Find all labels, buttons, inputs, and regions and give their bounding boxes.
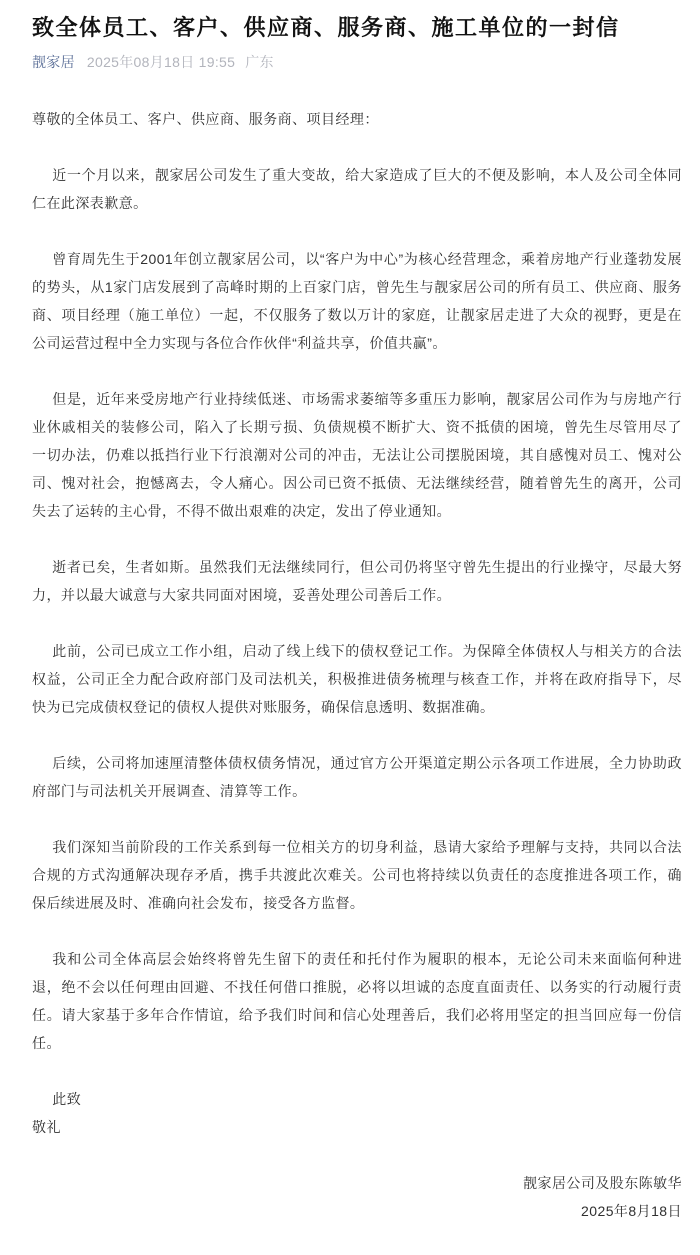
signature-name: 靓家居公司及股东陈敏华: [523, 1175, 682, 1191]
letter-salutation: 尊敬的全体员工、客户、供应商、服务商、项目经理：: [32, 111, 379, 127]
publish-region: 广东: [245, 54, 274, 70]
publish-datetime: 2025年08月18日 19:55: [86, 54, 236, 70]
letter-paragraph-4: 逝者已矣，生者如斯。虽然我们无法继续同行，但公司仍将坚守曾先生提出的行业操守，尽最大努力，并以最大诚意与大家共同面对困境，妥善处理公司善后工作。: [32, 559, 682, 603]
letter-paragraph-1: 近一个月以来，靓家居公司发生了重大变故，给大家造成了巨大的不便及影响，本人及公司全体同仁在此深表歉意。: [32, 167, 682, 211]
article-byline: [32, 52, 682, 72]
letter-paragraph-8: 我和公司全体高层会始终将曾先生留下的责任和托付作为履职的根本，无论公司未来面临何种进退，绝不会以任何理由回避、不找任何借口推脱，必将以坦诚的态度直面责任、以务实的行动履行责任。请大家基于多年合作情谊，给予我们时间和信心处理善后，我们必将用坚定的担当回应每一份信任。: [32, 951, 682, 1051]
account-name-link[interactable]: 靓家居: [32, 54, 75, 70]
letter-paragraph-6: 后续，公司将加速厘清整体债权债务情况，通过官方公开渠道定期公示各项工作进展，全力协助政府部门与司法机关开展调查、清算等工作。: [32, 755, 682, 799]
letter-body: [32, 105, 682, 1225]
letter-paragraph-3: 但是，近年来受房地产行业持续低迷、市场需求萎缩等多重压力影响，靓家居公司作为与房地产行业休戚相关的装修公司，陷入了长期亏损、负债规模不断扩大、资不抵债的困境，曾先生尽管用尽了一切办法，仍难以抵挡行业下行浪潮对公司的冲击，无法让公司摆脱困境，其自感愧对员工、愧对公司、愧对社会，抱憾离去，令人痛心。因公司已资不抵债、无法继续经营，随着曾先生的离开，公司失去了运转的主心骨，不得不做出艰难的决定，发出了停业通知。: [32, 391, 682, 519]
letter-paragraph-7: 我们深知当前阶段的工作关系到每一位相关方的切身利益，恳请大家给予理解与支持，共同以合法合规的方式沟通解决现存矛盾，携手共渡此次难关。公司也将持续以负责任的态度推进各项工作，确保后续进展及时、准确向社会发布，接受各方监督。: [32, 839, 682, 911]
letter-paragraph-5: 此前，公司已成立工作小组，启动了线上线下的债权登记工作。为保障全体债权人与相关方的合法权益，公司正全力配合政府部门及司法机关，积极推进债务梳理与核查工作，并将在政府指导下，尽快为已完成债权登记的债权人提供对账服务，确保信息透明、数据准确。: [32, 643, 682, 715]
letter-paragraph-2: 曾育周先生于2001年创立靓家居公司，以“客户为中心”为核心经营理念，乘着房地产行业蓬勃发展的势头，从1家门店发展到了高峰时期的上百家门店，曾先生与靓家居公司的所有员工、供应商、服务商、项目经理（施工单位）一起，不仅服务了数以万计的家庭，让靓家居走进了大众的视野，更是在公司运营过程中全力实现与各位合作伙伴“利益共享，价值共赢”。: [32, 251, 682, 351]
signature-date: 2025年8月18日: [580, 1203, 682, 1219]
page-title: 致全体员工、客户、供应商、服务商、施工单位的一封信: [32, 15, 620, 40]
closing-zhici: 此致: [52, 1091, 82, 1107]
closing-jingli: 敬礼: [32, 1119, 61, 1135]
